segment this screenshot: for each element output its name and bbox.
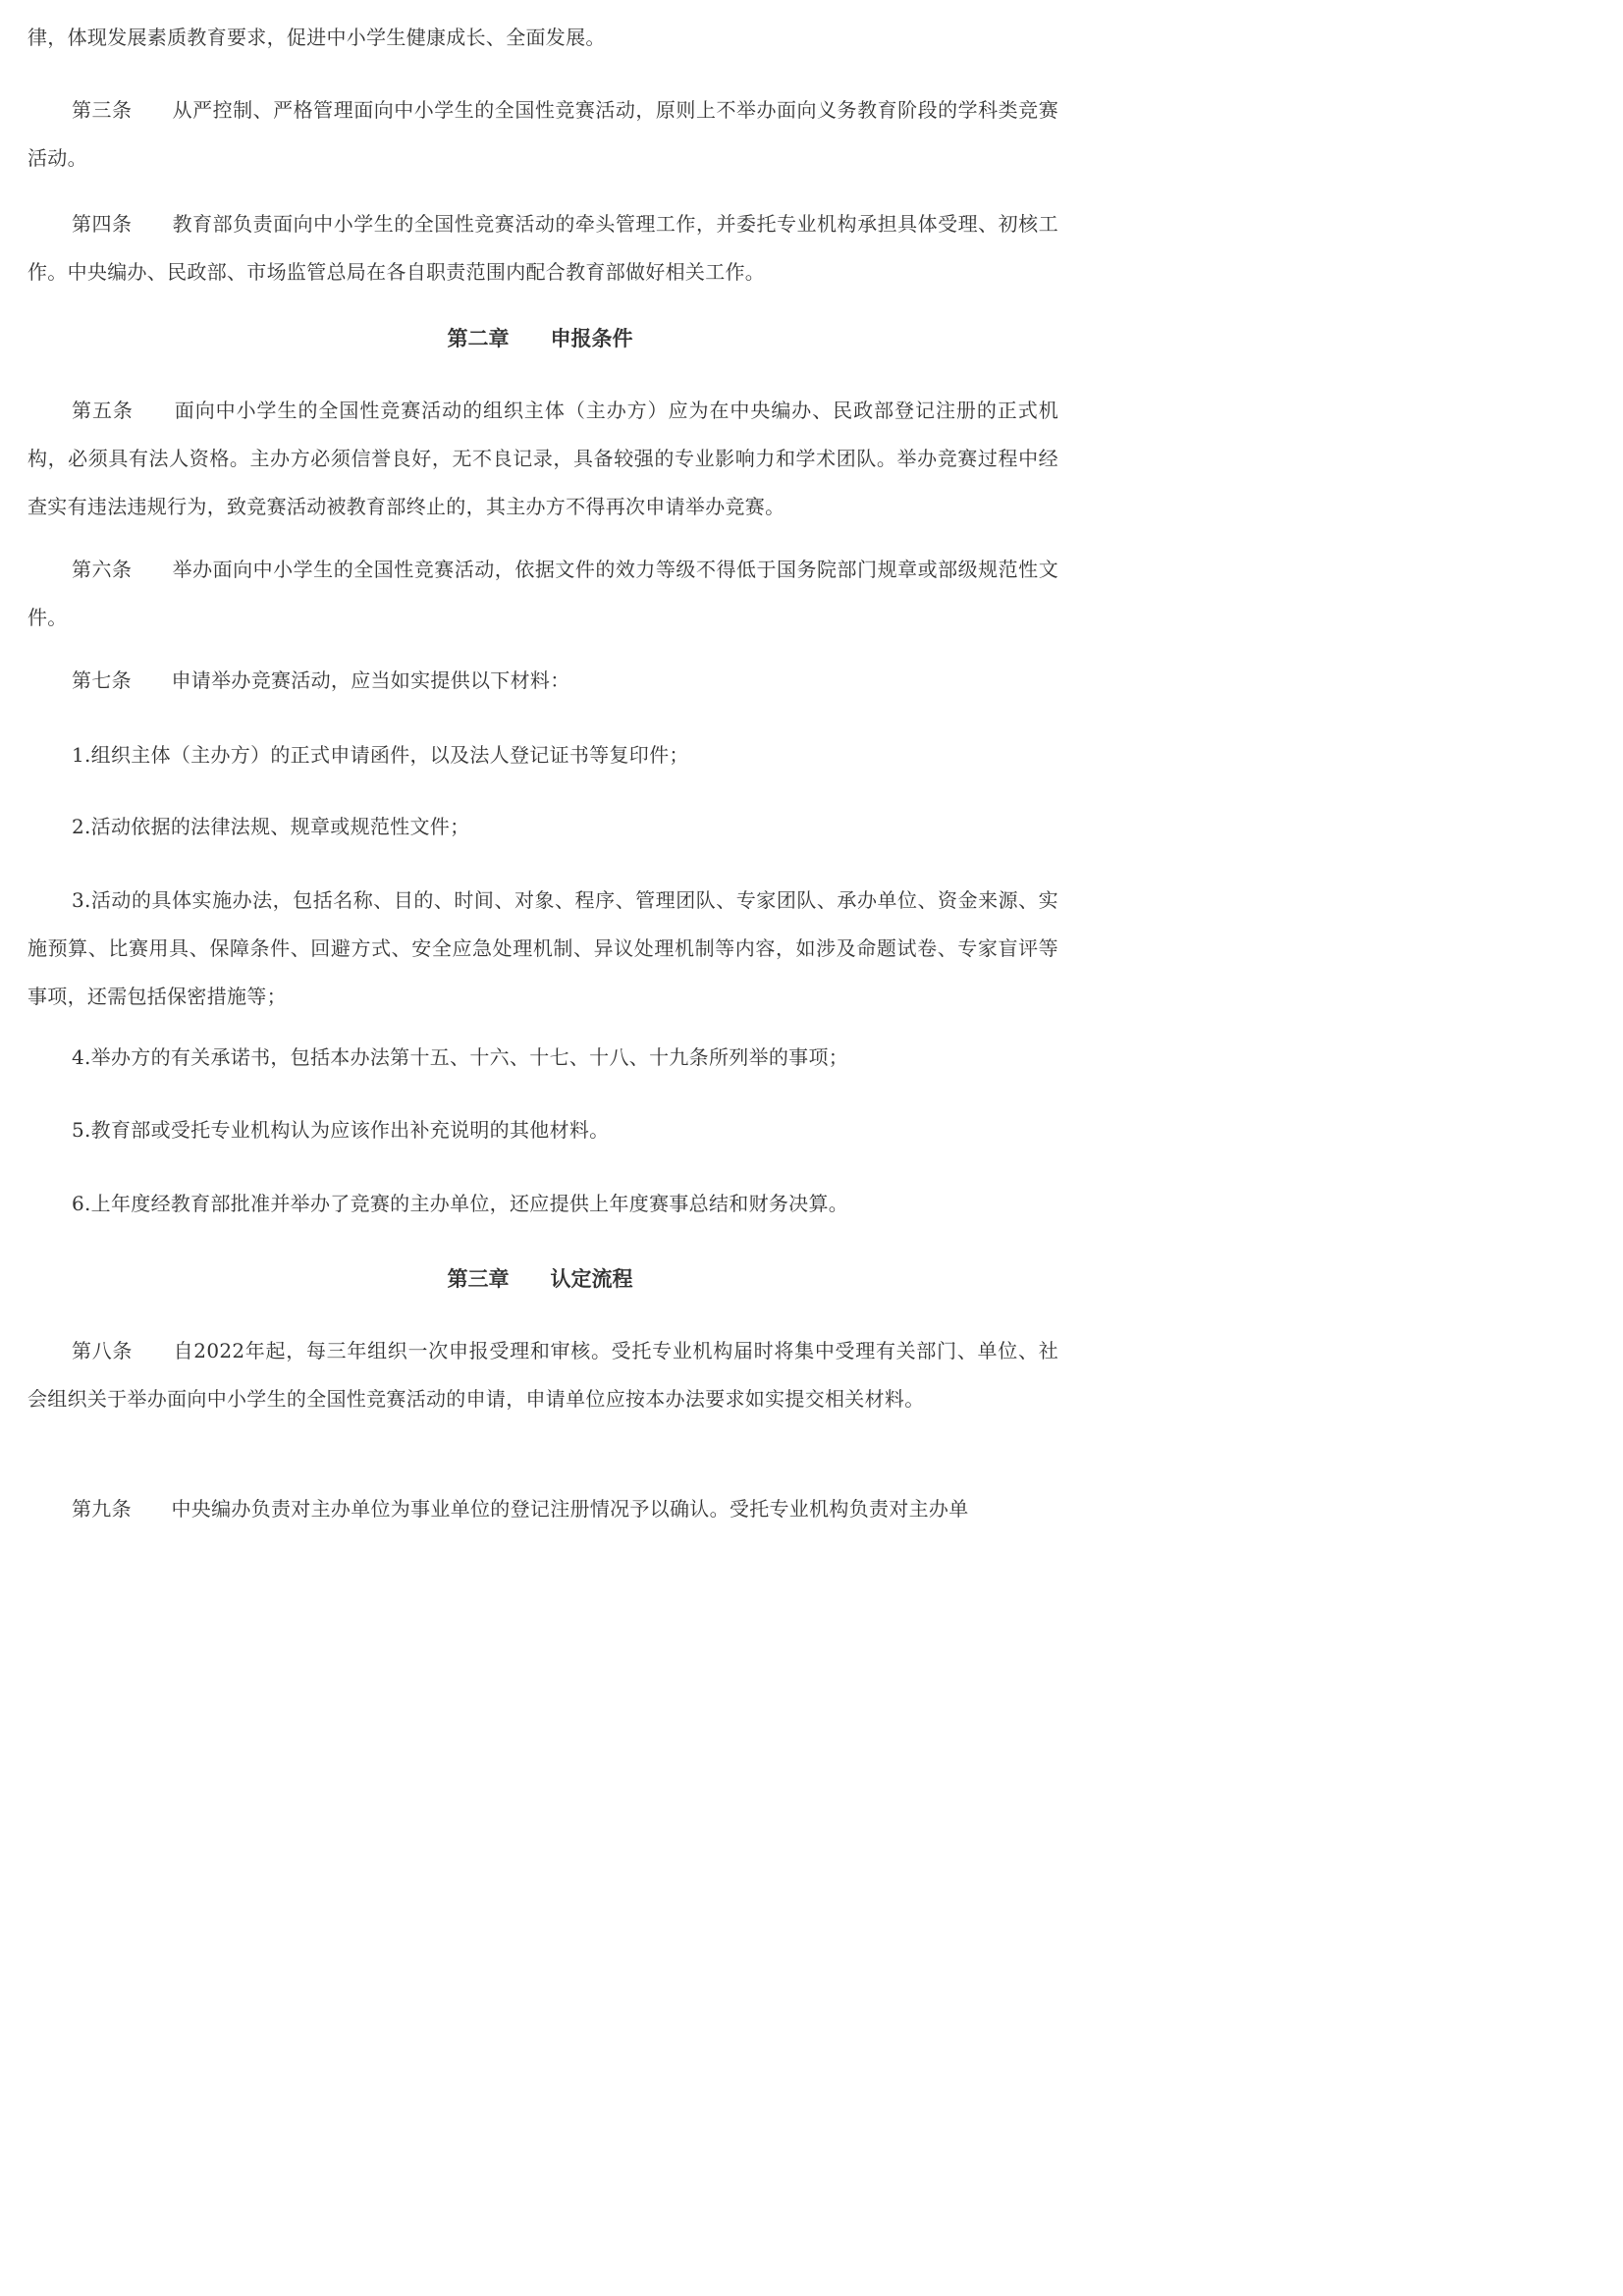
article-3: 第三条 从严控制、严格管理面向中小学生的全国性竞赛活动，原则上不举办面向义务教育阶段的学科类竞赛活动。	[27, 98, 1058, 170]
article-5: 第五条 面向中小学生的全国性竞赛活动的组织主体（主办方）应为在中央编办、民政部登记注册的正式机构，必须具有法人资格。主办方必须信誉良好，无不良记录，具备较强的专业影响力和学术团队。举办竞赛过程中经查实有违法违规行为，致竞赛活动被教育部终止的，其主办方不得再次申请举办竞赛。	[27, 399, 1058, 518]
list-item-4: 4.举办方的有关承诺书，包括本办法第十五、十六、十七、十八、十九条所列举的事项；	[72, 1045, 849, 1069]
list-item-3: 3.活动的具体实施办法，包括名称、目的、时间、对象、程序、管理团队、专家团队、承办单位、资金来源、实施预算、比赛用具、保障条件、回避方式、安全应急处理机制、异议处理机制等内容，如涉及命题试卷、专家盲评等事项，还需包括保密措施等；	[27, 888, 1058, 1008]
article-4: 第四条 教育部负责面向中小学生的全国性竞赛活动的牵头管理工作，并委托专业机构承担具体受理、初核工作。中央编办、民政部、市场监管总局在各自职责范围内配合教育部做好相关工作。	[27, 212, 1058, 284]
list-item-6: 6.上年度经教育部批准并举办了竞赛的主办单位，还应提供上年度赛事总结和财务决算。	[72, 1192, 849, 1215]
article-8: 第八条 自2022年起，每三年组织一次申报受理和审核。受托专业机构届时将集中受理有关部门、单位、社会组织关于举办面向中小学生的全国性竞赛活动的申请，申请单位应按本办法要求如实提交相关材料。	[27, 1339, 1058, 1411]
article-6: 第六条 举办面向中小学生的全国性竞赛活动，依据文件的效力等级不得低于国务院部门规章或部级规范性文件。	[27, 558, 1058, 629]
article-7: 第七条 申请举办竞赛活动，应当如实提供以下材料：	[72, 668, 570, 692]
chapter-3-heading: 第三章 认定流程	[447, 1266, 633, 1291]
paragraph-intro-tail: 律，体现发展素质教育要求，促进中小学生健康成长、全面发展。	[27, 26, 606, 49]
list-item-5: 5.教育部或受托专业机构认为应该作出补充说明的其他材料。	[72, 1118, 610, 1142]
document-page	[0, 0, 1080, 1527]
list-item-1: 1.组织主体（主办方）的正式申请函件，以及法人登记证书等复印件；	[72, 743, 689, 767]
list-item-2: 2.活动依据的法律法规、规章或规范性文件；	[72, 815, 470, 838]
article-9: 第九条 中央编办负责对主办单位为事业单位的登记注册情况予以确认。受托专业机构负责对主办单	[72, 1497, 969, 1521]
chapter-2-heading: 第二章 申报条件	[447, 326, 633, 350]
